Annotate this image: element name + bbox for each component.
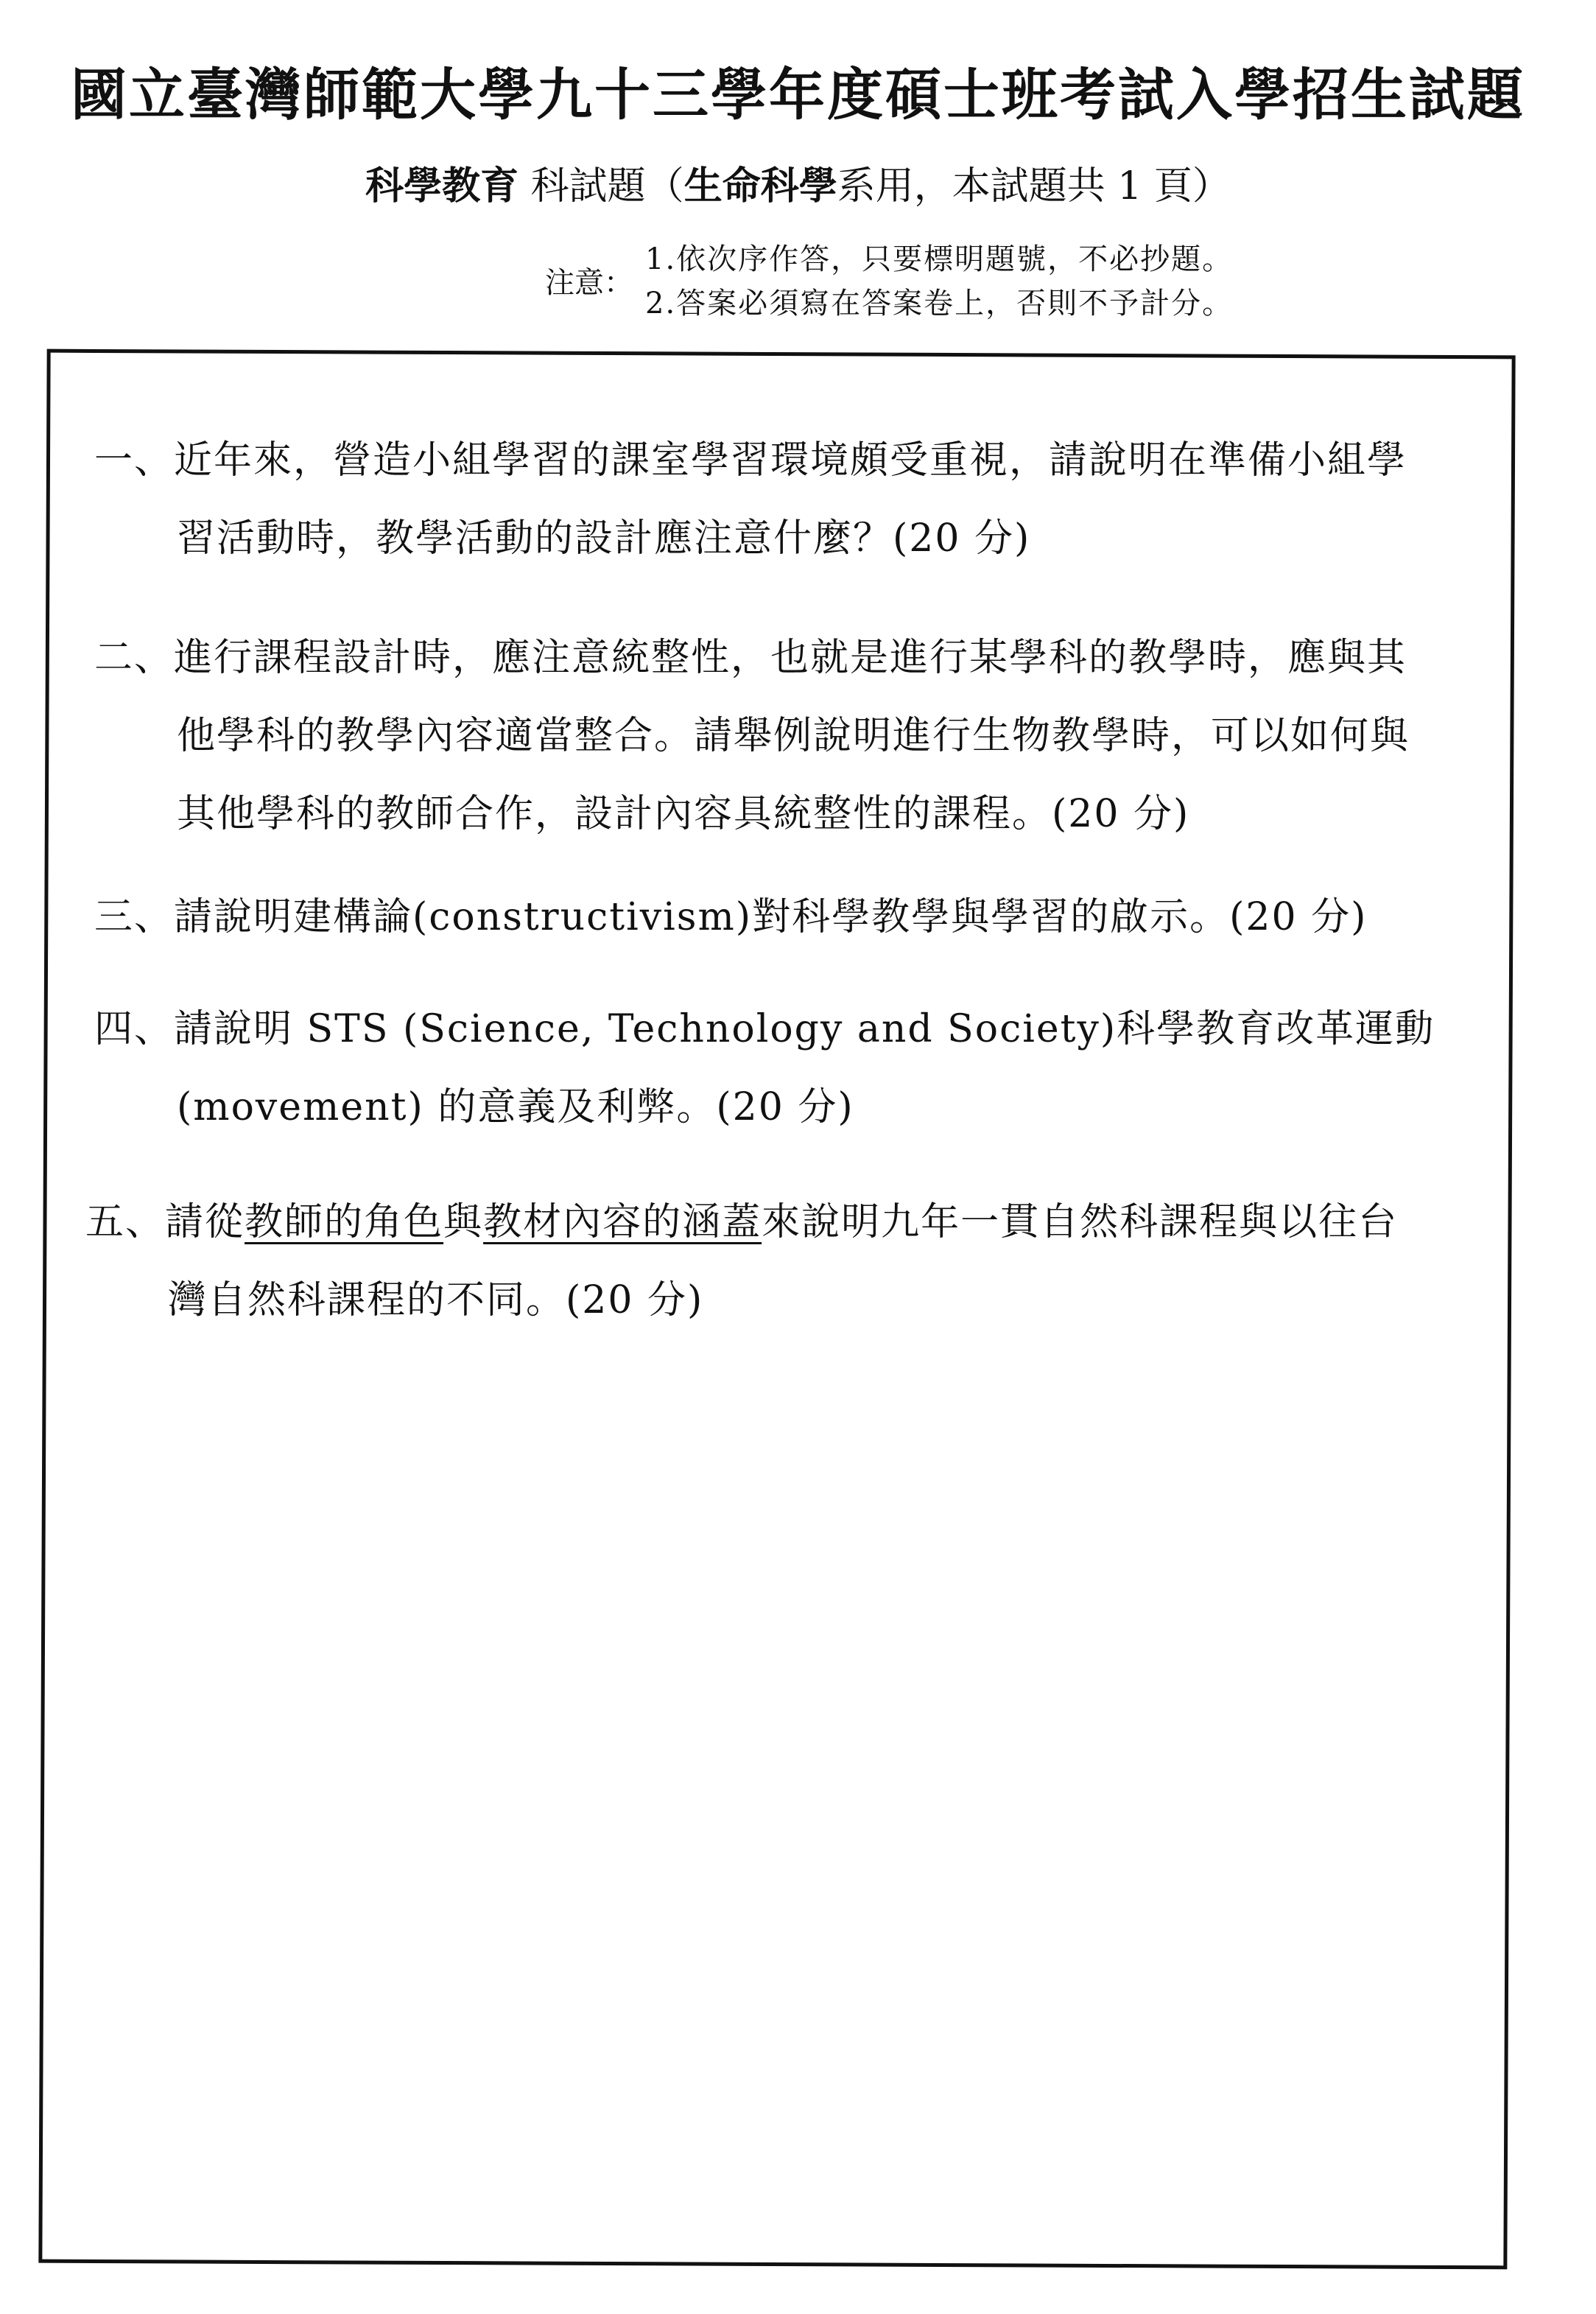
exam-title: 國立臺灣師範大學九十三學年度碩士班考試入學招生試題 <box>71 62 1525 127</box>
question-text: 請說明 STS (Science, Technology and Society)科學教育改革運動 <box>174 1007 1435 1051</box>
question-number: 一、 <box>94 438 175 483</box>
question-text: 來說明九年一貫自然科課程與以往台 <box>762 1200 1399 1244</box>
question-text: 灣自然科課程的不同。(20 分) <box>168 1278 704 1322</box>
question-number: 五、 <box>85 1200 166 1244</box>
question-text: 進行課程設計時，應注意統整性，也就是進行某學科的教學時，應與其 <box>174 636 1407 680</box>
question-text: 他學科的教學內容適當整合。請舉例說明進行生物教學時，可以如何與 <box>177 714 1410 758</box>
question-text: (movement) 的意義及利弊。(20 分) <box>177 1085 854 1129</box>
department-name: 生命科學 <box>683 164 837 208</box>
notice-label: 注意： <box>545 266 633 300</box>
question-1 <box>94 421 1407 578</box>
underlined-term-teacher-role: 教師的角色 <box>245 1200 444 1244</box>
question-number: 三、 <box>94 895 175 939</box>
subject-name: 科學教育 <box>365 164 519 208</box>
question-text: 請從 <box>165 1200 245 1244</box>
notice-item: 2.答案必須寫在答案卷上，否則不予計分。 <box>645 287 1234 320</box>
question-number: 四、 <box>94 1007 175 1051</box>
question-text: 近年來，營造小組學習的課室學習環境頗受重視，請說明在準備小組學 <box>174 438 1407 483</box>
question-text: 與 <box>443 1200 484 1244</box>
question-text: 習活動時，教學活動的設計應注意什麼？(20 分) <box>177 516 1031 561</box>
question-2 <box>94 619 1410 853</box>
question-number: 二、 <box>94 636 175 680</box>
question-4 <box>94 990 1435 1146</box>
subject-suffix: 科試題（ <box>518 164 684 208</box>
notice-list <box>645 237 1233 326</box>
question-5 <box>85 1183 1398 1339</box>
underlined-term-content-coverage: 教材內容的涵蓋 <box>483 1200 762 1244</box>
question-text: 其他學科的教師合作，設計內容具統整性的課程。(20 分) <box>177 792 1190 836</box>
department-suffix: 系用，本試題共 1 頁） <box>837 164 1231 208</box>
question-text: 請說明建構論(constructivism)對科學教學與學習的啟示。(20 分) <box>174 895 1368 939</box>
exam-subtitle <box>0 155 1596 210</box>
question-3 <box>94 878 1367 956</box>
notice-item: 1.依次序作答，只要標明題號，不必抄題。 <box>645 242 1234 276</box>
